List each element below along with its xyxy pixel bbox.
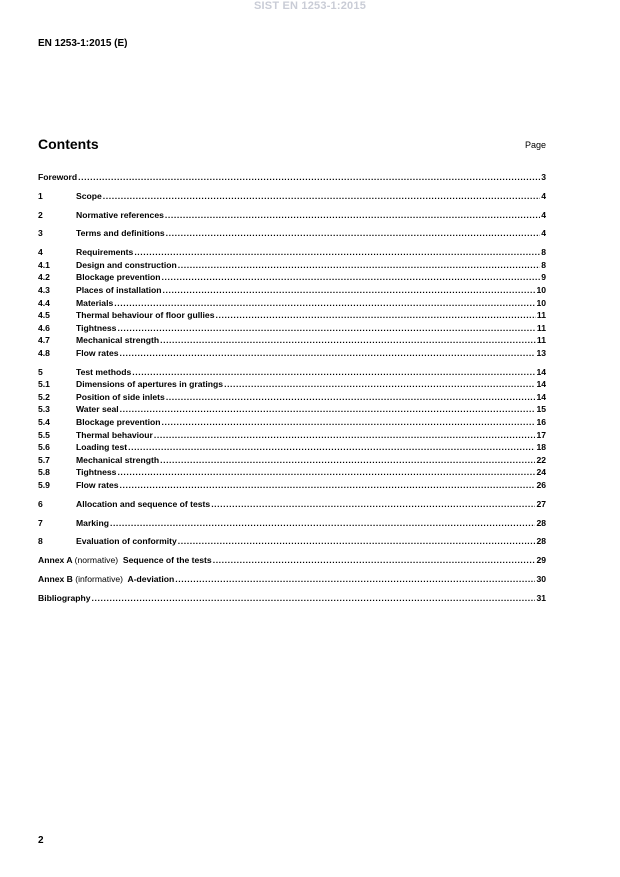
dot-leader (120, 403, 536, 416)
toc-entry-number: 4 (38, 247, 43, 258)
page-column-label: Page (524, 140, 546, 150)
dot-leader (160, 454, 535, 467)
annex-name: A-deviation (127, 573, 175, 584)
toc-entry-number: 2 (38, 209, 43, 220)
toc-entry-title: Evaluation of conformity (76, 536, 177, 547)
toc-entry-title: Scope (76, 190, 102, 201)
toc-entry[interactable] (38, 271, 546, 284)
toc-entry[interactable] (38, 347, 546, 360)
dot-leader (162, 284, 535, 297)
toc-entry-number: 5.6 (38, 442, 50, 453)
toc-entry[interactable] (38, 535, 546, 548)
toc-entry-title: Tightness (76, 467, 117, 478)
annex-title (38, 554, 212, 567)
toc-entry-number: 5.3 (38, 404, 50, 415)
toc-entry[interactable] (38, 334, 546, 347)
toc-entry-number: 5.2 (38, 391, 50, 402)
annex-title (38, 573, 174, 586)
toc-entry-number: 4.4 (38, 297, 50, 308)
toc-entry-page: 4 (541, 190, 546, 201)
toc-entry-page: 10 (536, 297, 546, 308)
toc-entry[interactable] (38, 479, 546, 492)
toc-entry-title: Marking (76, 517, 109, 528)
dot-leader (178, 259, 540, 272)
toc-entry-number: 5.5 (38, 429, 50, 440)
toc-entry-number: 1 (38, 190, 43, 201)
toc-entry-page: 31 (536, 592, 546, 603)
toc-entry-title: Mechanical strength (76, 335, 160, 346)
toc-entry-title: Terms and definitions (76, 228, 165, 239)
toc-entry-annex-b[interactable] (38, 573, 546, 586)
toc-entry-page: 14 (536, 366, 546, 377)
dot-leader (132, 366, 535, 379)
toc-entry-title: Blockage prevention (76, 272, 161, 283)
toc-entry-title: Flow rates (76, 347, 119, 358)
toc-entry-page: 28 (536, 536, 546, 547)
toc-entry-title: Thermal behaviour of floor gullies (76, 310, 215, 321)
toc-entry-number: 7 (38, 517, 43, 528)
toc-entry-title: Normative references (76, 209, 164, 220)
toc-entry[interactable] (38, 391, 546, 404)
annex-label: Annex A (38, 555, 73, 566)
toc-entry-page: 30 (536, 573, 546, 584)
toc-entry-title: Foreword (38, 172, 78, 182)
dot-leader (103, 190, 540, 203)
contents-title: Contents (38, 136, 99, 152)
toc-entry-number: 4.8 (38, 347, 50, 358)
toc-entry-page: 10 (536, 284, 546, 295)
toc-entry[interactable] (38, 227, 546, 240)
dot-leader (120, 479, 536, 492)
dot-leader (175, 573, 535, 586)
toc-entry-page: 28 (536, 517, 546, 528)
toc-entry-title: Mechanical strength (76, 454, 160, 465)
toc-entry-title: Flow rates (76, 480, 119, 490)
dot-leader (110, 517, 535, 530)
dot-leader (224, 378, 535, 391)
dot-leader (166, 227, 541, 240)
toc-entry-annex-a[interactable] (38, 554, 546, 567)
page-number: 2 (38, 835, 44, 846)
toc-entry[interactable] (38, 297, 546, 310)
toc-entry-page: 18 (536, 442, 546, 453)
dot-leader (120, 347, 536, 360)
toc-entry[interactable] (38, 403, 546, 416)
toc-entry-page: 15 (536, 404, 546, 415)
toc-entry[interactable] (38, 246, 546, 259)
toc-entry-title: Position of side inlets (76, 391, 165, 402)
toc-entry-title: Allocation and sequence of tests (76, 498, 211, 509)
dot-leader (92, 592, 536, 605)
toc-entry-page: 8 (541, 247, 546, 258)
toc-entry-page: 16 (536, 417, 546, 428)
toc-entry[interactable] (38, 441, 546, 454)
dot-leader (154, 429, 536, 442)
toc-entry[interactable] (38, 322, 546, 335)
watermark: SIST EN 1253-1:2015 (253, 0, 367, 12)
document-id: EN 1253-1:2015 (E) (38, 38, 128, 49)
dot-leader (162, 271, 541, 284)
toc-entry-page: 22 (536, 454, 546, 465)
toc-entry-number: 8 (38, 536, 43, 547)
toc-entry-number: 5.9 (38, 480, 50, 490)
toc-entry[interactable] (38, 466, 546, 479)
toc-entry-number: 4.7 (38, 335, 50, 346)
toc-entry-title: Bibliography (38, 592, 91, 603)
toc-entry-number: 5 (38, 366, 43, 377)
toc-entry-page: 27 (536, 498, 546, 509)
toc-entry-page: 3 (541, 172, 546, 182)
dot-leader (162, 416, 536, 429)
annex-type: (normative) (74, 555, 119, 566)
toc-entry-page: 24 (536, 467, 546, 478)
toc-entry-number: 4.2 (38, 272, 50, 283)
toc-entry-number: 5.8 (38, 467, 50, 478)
toc-entry[interactable] (38, 209, 546, 222)
toc-entry-title: Places of installation (76, 284, 162, 295)
dot-leader (160, 334, 536, 347)
toc-entry-foreword[interactable] (38, 171, 546, 184)
toc-entry-title: Test methods (76, 366, 132, 377)
annex-label: Annex B (38, 573, 73, 584)
toc-entry-page: 14 (536, 379, 546, 390)
dot-leader (213, 554, 536, 567)
toc-entry[interactable] (38, 259, 546, 272)
toc-entry[interactable] (38, 366, 546, 379)
dot-leader (165, 209, 540, 222)
toc-entry[interactable] (38, 416, 546, 429)
annex-type: (informative) (75, 573, 124, 584)
toc-entry-number: 6 (38, 498, 43, 509)
toc-entry-number: 3 (38, 228, 43, 239)
toc-entry-page: 14 (536, 391, 546, 402)
dot-leader (211, 498, 535, 511)
toc-entry-title: Thermal behaviour (76, 429, 153, 440)
toc-entry-page: 4 (541, 209, 546, 220)
toc-entry-number: 5.7 (38, 454, 50, 465)
table-of-contents (38, 171, 546, 604)
toc-entry-title: Tightness (76, 322, 117, 333)
toc-entry-title: Blockage prevention (76, 417, 161, 428)
toc-entry[interactable] (38, 309, 546, 322)
toc-entry-page: 8 (541, 259, 546, 270)
toc-entry-number: 5.1 (38, 379, 50, 390)
toc-entry-number: 5.4 (38, 417, 50, 428)
toc-entry[interactable] (38, 190, 546, 203)
dot-leader (114, 297, 535, 310)
dot-leader (128, 441, 535, 454)
toc-entry-number: 4.3 (38, 284, 50, 295)
dot-leader (178, 535, 536, 548)
toc-entry-page: 11 (536, 310, 546, 321)
dot-leader (166, 391, 536, 404)
toc-entry-page: 4 (541, 228, 546, 239)
toc-entry-bibliography[interactable] (38, 592, 546, 605)
toc-entry-page: 29 (536, 555, 546, 566)
dot-leader (117, 322, 535, 335)
toc-entry-title: Loading test (76, 442, 128, 453)
toc-entry[interactable] (38, 429, 546, 442)
toc-entry-number: 4.6 (38, 322, 50, 333)
toc-entry-page: 13 (536, 347, 546, 358)
toc-entry[interactable] (38, 284, 546, 297)
toc-entry[interactable] (38, 378, 546, 391)
toc-entry[interactable] (38, 498, 546, 511)
toc-entry-number: 4.5 (38, 310, 50, 321)
dot-leader (117, 466, 535, 479)
dot-leader (134, 246, 540, 259)
toc-entry-page: 11 (536, 335, 546, 346)
toc-entry-title: Materials (76, 297, 114, 308)
toc-entry[interactable] (38, 454, 546, 467)
toc-entry-title: Water seal (76, 404, 119, 415)
dot-leader (78, 171, 540, 184)
toc-entry-page: 11 (536, 322, 546, 333)
toc-entry[interactable] (38, 517, 546, 530)
toc-entry-number: 4.1 (38, 259, 50, 270)
toc-entry-page: 17 (536, 429, 546, 440)
toc-entry-title: Dimensions of apertures in gratings (76, 379, 224, 390)
toc-entry-title: Design and construction (76, 259, 177, 270)
toc-entry-title: Requirements (76, 247, 134, 258)
dot-leader (215, 309, 535, 322)
annex-name: Sequence of the tests (122, 555, 212, 566)
toc-entry-page: 26 (536, 480, 546, 490)
toc-entry-page: 9 (541, 272, 546, 283)
